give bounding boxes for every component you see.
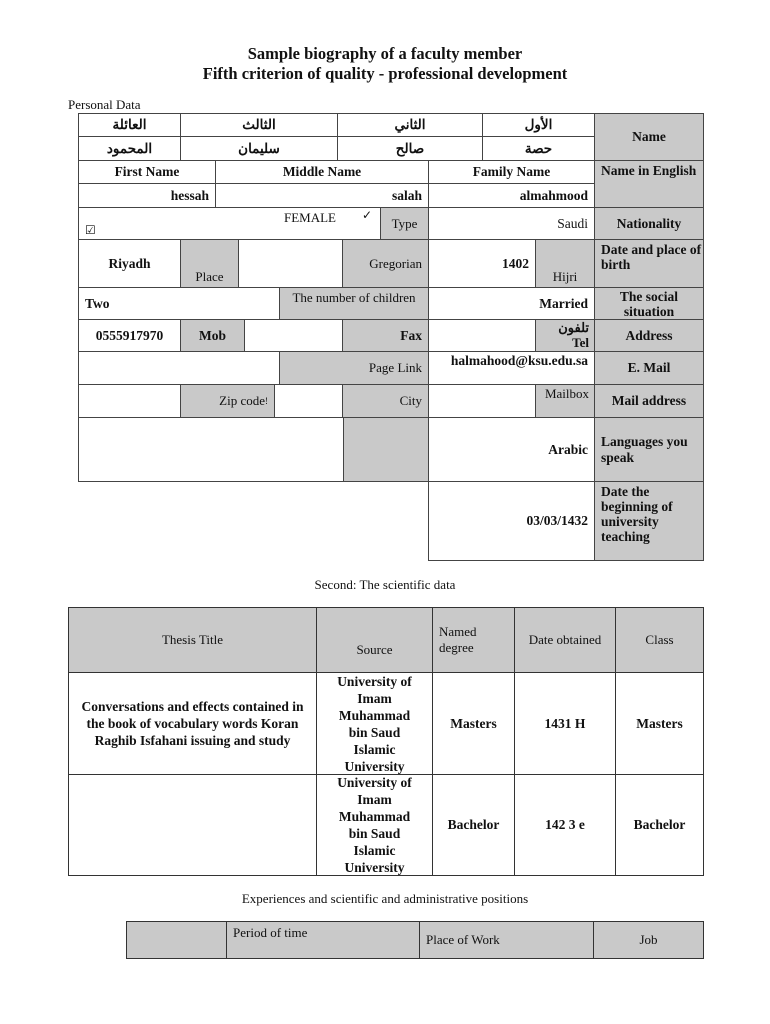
place-of-work-header: Place of Work (419, 921, 594, 959)
title-line-2: Fifth criterion of quality - professional development (202, 64, 568, 83)
hijri-label: Hijri (535, 239, 595, 288)
source-header: Source (316, 607, 433, 673)
named-degree-header: Named degree (432, 607, 515, 673)
degree-row-1: Masters (432, 672, 515, 775)
tel-label-arabic: تلفون (558, 320, 589, 335)
nationality-value: Saudi (428, 207, 595, 240)
source-row-1: University of Imam Muhammad bin Saud Islamic University (316, 672, 433, 775)
arabic-second-value: صالح (337, 136, 483, 161)
source-row-2: University of Imam Muhammad bin Saud Islamic University (316, 774, 433, 876)
address-label: Address (594, 319, 704, 352)
birth-year-value: 1402 (428, 239, 536, 288)
thesis-title-row-2 (68, 774, 317, 876)
family-name-label: Family Name (428, 160, 595, 184)
arabic-first-value: حصة (482, 136, 595, 161)
arabic-third-value: سليمان (180, 136, 338, 161)
languages-extra-label (343, 417, 429, 482)
tel-label: Tel (572, 335, 589, 350)
gregorian-value (238, 239, 343, 288)
title-line-1: Sample biography of a faculty member (247, 44, 523, 63)
scientific-section-label: Second: The scientific data (314, 577, 456, 592)
fax-value (244, 319, 343, 352)
zip-mark: ! (265, 396, 268, 406)
first-name-label: First Name (78, 160, 216, 184)
mailbox-label: Mailbox (535, 384, 595, 418)
date-row-2: 142 3 e (514, 774, 616, 876)
class-header: Class (615, 607, 704, 673)
nationality-label: Nationality (594, 207, 704, 240)
checkbox-icon[interactable]: ☑ (85, 223, 96, 237)
date-row-1: 1431 H (514, 672, 616, 775)
date-obtained-header: Date obtained (514, 607, 616, 673)
email-label: E. Mail (594, 351, 704, 385)
arabic-third-header: الثالث (180, 113, 338, 137)
zip-label: Zip code (219, 393, 265, 408)
children-value: Two (78, 287, 280, 320)
teaching-label: Date the beginning of university teaching (594, 481, 704, 561)
place-label: Place (180, 239, 239, 288)
degree-row-2: Bachelor (432, 774, 515, 876)
zip-label-cell (180, 384, 275, 418)
teaching-date-value: 03/03/1432 (428, 481, 595, 561)
birth-label: Date and place of birth (594, 239, 704, 288)
zip-value (78, 384, 181, 418)
class-row-1: Masters (615, 672, 704, 775)
type-label: Type (380, 207, 429, 240)
gender-cell (78, 207, 381, 240)
gregorian-label: Gregorian (342, 239, 429, 288)
period-of-time-header: Period of time (226, 921, 420, 959)
tel-value (428, 319, 536, 352)
thesis-title-row-1: Conversations and effects contained in the book of vocabulary words Koran Raghib Isfahani issuing and study (68, 672, 317, 775)
languages-extra-value (78, 417, 344, 482)
name-in-english-label: Name in English (594, 160, 704, 208)
job-header: Job (593, 921, 704, 959)
birth-place-value: Riyadh (78, 239, 181, 288)
name-label: Name (594, 113, 704, 161)
personal-data-label: Personal Data (68, 97, 141, 112)
arabic-first-header: الأول (482, 113, 595, 137)
social-label: The social situation (594, 287, 704, 320)
page-link-label: Page Link (279, 351, 429, 385)
social-value: Married (428, 287, 595, 320)
class-row-2: Bachelor (615, 774, 704, 876)
mob-label: Mob (180, 319, 245, 352)
experience-blank-header (126, 921, 227, 959)
middle-name-label: Middle Name (215, 160, 429, 184)
mailbox-value (428, 384, 536, 418)
tel-label-cell (535, 319, 595, 352)
languages-label: Languages you speak (594, 417, 704, 482)
children-label: The number of children (279, 287, 429, 320)
first-name-value: hessah (78, 183, 216, 208)
mobile-value: 0555917970 (78, 319, 181, 352)
thesis-title-header: Thesis Title (68, 607, 317, 673)
city-label: City (342, 384, 429, 418)
arabic-second-header: الثاني (337, 113, 483, 137)
page-link-value (78, 351, 280, 385)
city-value (274, 384, 343, 418)
experience-section-label: Experiences and scientific and administrative positions (241, 891, 529, 906)
languages-value: Arabic (428, 417, 595, 482)
female-label: FEMALE (284, 210, 336, 225)
arabic-family-value: المحمود (78, 136, 181, 161)
check-mark-icon: ✓ (362, 208, 373, 222)
mail-address-label: Mail address (594, 384, 704, 418)
fax-label: Fax (342, 319, 429, 352)
middle-name-value: salah (215, 183, 429, 208)
email-value: halmahood@ksu.edu.sa (428, 351, 595, 385)
arabic-family-header: العائلة (78, 113, 181, 137)
family-name-value: almahmood (428, 183, 595, 208)
